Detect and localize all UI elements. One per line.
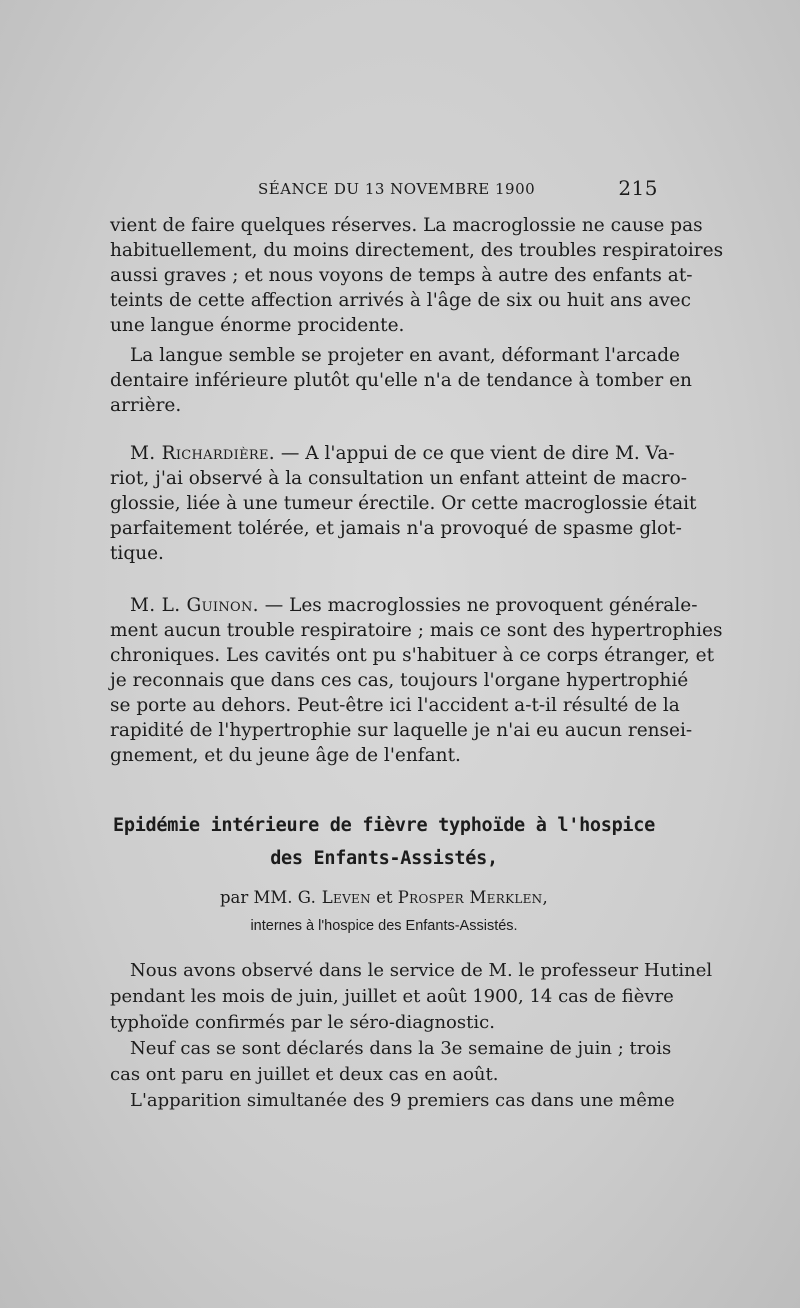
text-line: riot, j'ai observé à la consultation un enfant atteint de macro- [110, 468, 688, 489]
text-line: se porte au dehors. Peut-être ici l'accident a-t-il résulté de la [110, 695, 680, 716]
text-fragment: — Les macroglossies ne provoquent générale- [258, 595, 698, 616]
author-name: Prosper Merklen, [397, 888, 549, 907]
paragraph-continuation [110, 213, 724, 338]
text-line: typhoïde confirmés par le séro-diagnostic. [110, 1012, 495, 1033]
text-line: cas ont paru en juillet et deux cas en août. [110, 1064, 499, 1085]
text-line: Neuf cas se sont déclarés dans la 3e semaine de juin ; trois [130, 1038, 672, 1059]
text-line: parfaitement tolérée, et jamais n'a provoqué de spasme glot- [110, 518, 682, 539]
speaker-name: M. Richardière. [130, 443, 275, 464]
article-title-line1: Epidémie intérieure de fièvre typhoïde à l'hospice [113, 815, 655, 836]
affiliation: internes à l'hospice des Enfants-Assistés. [250, 918, 518, 934]
article-title-line2: des Enfants-Assistés, [270, 848, 498, 869]
byline-conjunction: et [370, 888, 398, 907]
text-line: L'apparition simultanée des 9 premiers cas dans une même [130, 1090, 675, 1111]
text-line: La langue semble se projeter en avant, déformant l'arcade [130, 345, 680, 366]
byline-prefix: par MM. [219, 888, 298, 907]
author-name: G. Leven [297, 888, 371, 907]
speaker-name: M. L. Guinon. [130, 595, 259, 616]
text-line: aussi graves ; et nous voyons de temps à autre des enfants at- [110, 265, 693, 286]
text-line: teints de cette affection arrivés à l'âge de six ou huit ans avec [110, 290, 691, 311]
byline [110, 888, 658, 907]
text-line [110, 593, 698, 618]
text-line: gnement, et du jeune âge de l'enfant. [110, 745, 461, 766]
paragraph-richardiere [110, 441, 697, 566]
text-line: dentaire inférieure plutôt qu'elle n'a de tendance à tomber en [110, 370, 692, 391]
text-line [110, 441, 675, 466]
text-line: arrière. [110, 395, 182, 416]
paragraph-guinon [110, 593, 723, 768]
text-line: une langue énorme procidente. [110, 315, 405, 336]
page-number: 215 [618, 176, 658, 200]
text-line: ment aucun trouble respiratoire ; mais ce sont des hypertrophies [110, 620, 723, 641]
text-fragment: — A l'appui de ce que vient de dire M. Va- [274, 443, 675, 464]
text-line: rapidité de l'hypertrophie sur laquelle je n'ai eu aucun rensei- [110, 720, 693, 741]
text-line: chroniques. Les cavités ont pu s'habituer à ce corps étranger, et [110, 645, 715, 666]
running-header [110, 176, 658, 202]
text-line: glossie, liée à une tumeur érectile. Or cette macroglossie était [110, 493, 697, 514]
text-line: vient de faire quelques réserves. La macroglossie ne cause pas [110, 215, 703, 236]
article-body [110, 958, 713, 1114]
text-line: je reconnais que dans ces cas, toujours l'organe hypertrophié [110, 670, 689, 691]
text-line: pendant les mois de juin, juillet et août 1900, 14 cas de fièvre [110, 986, 674, 1007]
text-line: habituellement, du moins directement, des troubles respiratoires [110, 240, 724, 261]
paragraph-langue [110, 343, 692, 418]
text-line: Nous avons observé dans le service de M. le professeur Hutinel [130, 960, 713, 981]
text-line: tique. [110, 543, 164, 564]
running-title: SÉANCE DU 13 NOVEMBRE 1900 [258, 180, 536, 198]
